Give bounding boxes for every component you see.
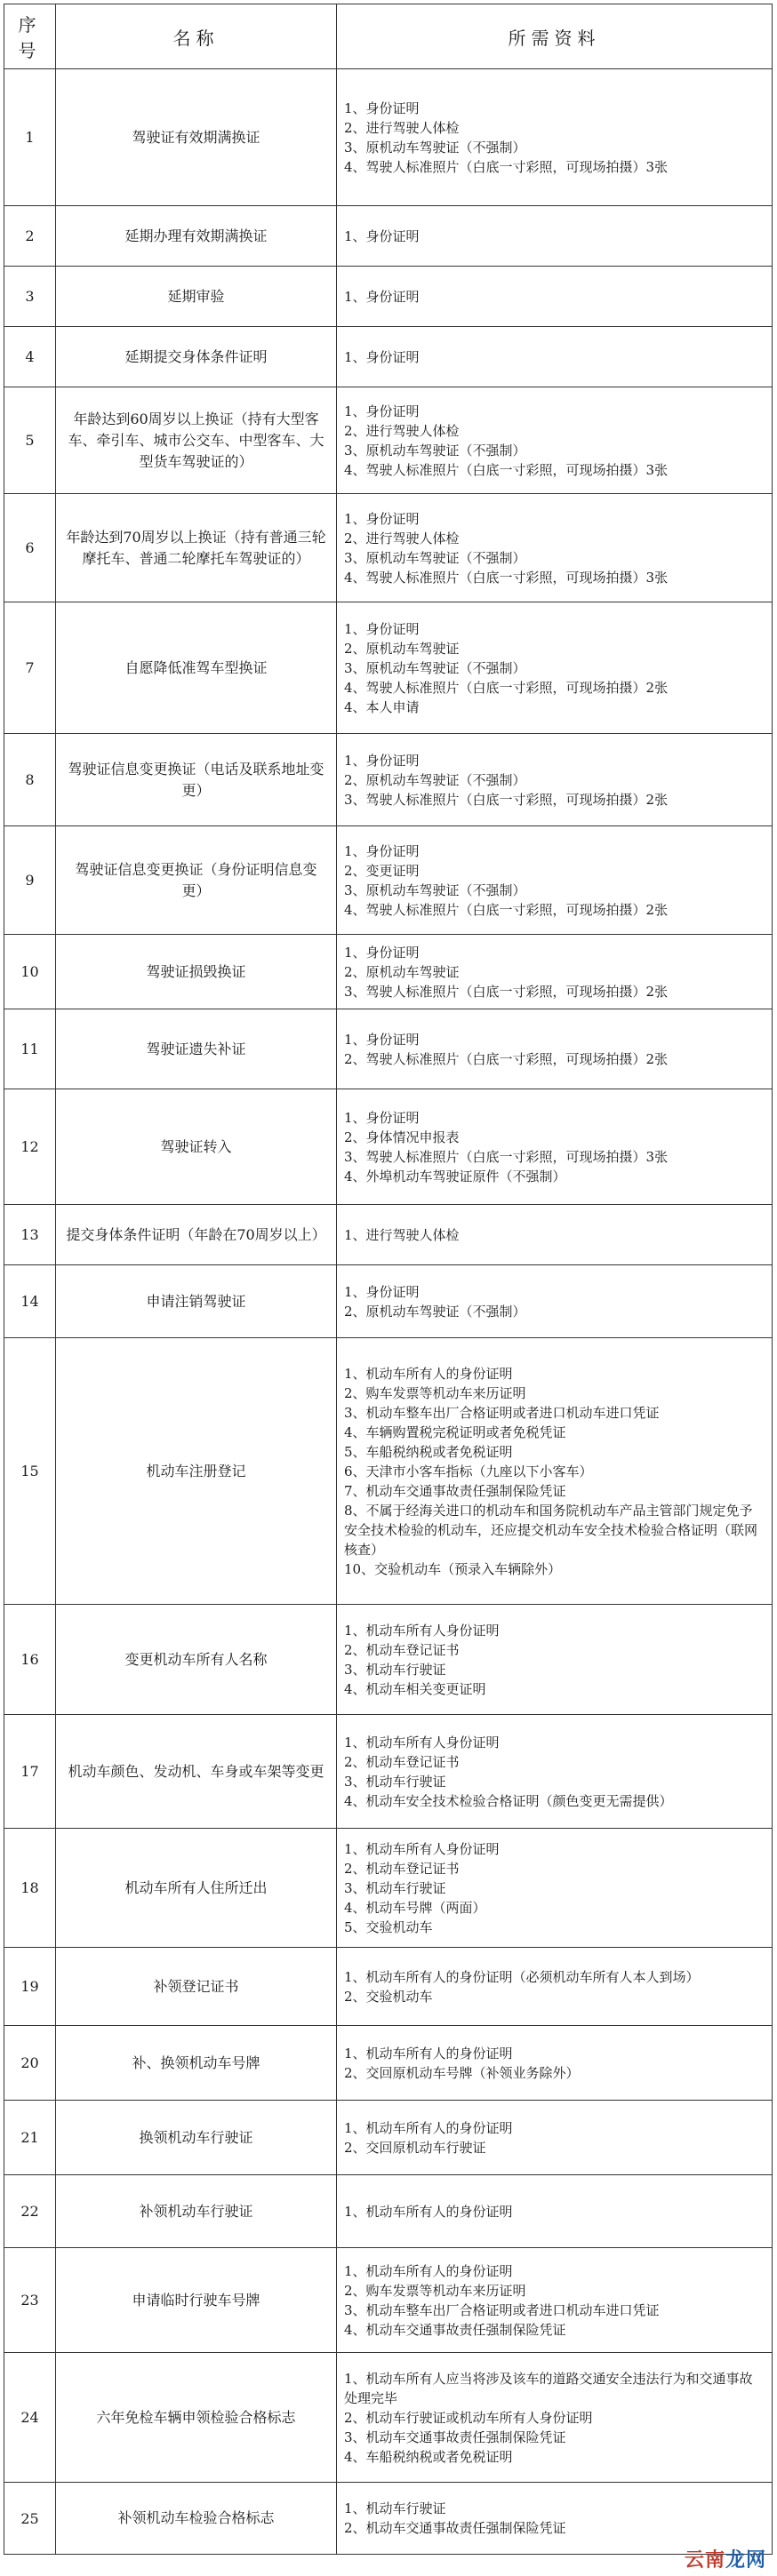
doc-item: 7、机动车交通事故责任强制保险凭证: [344, 1482, 566, 1499]
row-index: 8: [4, 734, 56, 826]
doc-item: 1、身份证明: [344, 1109, 420, 1126]
doc-item: 3、原机动车驾驶证（不强制）: [344, 139, 526, 156]
row-docs: [337, 1205, 773, 1265]
row-docs: [337, 1715, 773, 1829]
doc-item: 1、机动车所有人的身份证明: [344, 2045, 513, 2062]
doc-item: 1、身份证明: [344, 1283, 420, 1300]
row-index: 21: [4, 2101, 56, 2175]
doc-item: 2、交验机动车: [344, 1988, 433, 2005]
doc-item: 1、机动车所有人应当将涉及该车的道路交通安全违法行为和交通事故处理完毕: [344, 2370, 753, 2406]
doc-item: 4、机动车交通事故责任强制保险凭证: [344, 2321, 566, 2338]
doc-item: 1、身份证明: [344, 100, 420, 116]
doc-item: 1、身份证明: [344, 510, 420, 527]
doc-item: 4、机动车安全技术检验合格证明（颜色变更无需提供）: [344, 1792, 673, 1809]
doc-item: 2、身体情况申报表: [344, 1128, 460, 1145]
row-index: 17: [4, 1715, 56, 1829]
row-index: 18: [4, 1829, 56, 1948]
table-row: [4, 1089, 773, 1205]
doc-item: 2、原机动车驾驶证: [344, 640, 460, 657]
doc-item: 2、原机动车驾驶证（不强制）: [344, 1303, 526, 1320]
table-row: [4, 494, 773, 602]
row-name: 变更机动车所有人名称: [56, 1605, 337, 1715]
table-row: [4, 2483, 773, 2555]
doc-item: 1、身份证明: [344, 348, 420, 365]
table-row: [4, 206, 773, 267]
doc-item: 2、机动车登记证书: [344, 1753, 460, 1770]
row-docs: [337, 826, 773, 935]
doc-item: 4、驾驶人标准照片（白底一寸彩照，可现场拍摄）3张: [344, 569, 669, 586]
doc-item: 4、机动车号牌（两面）: [344, 1899, 486, 1916]
doc-item: 3、驾驶人标准照片（白底一寸彩照，可现场拍摄）3张: [344, 1148, 669, 1165]
row-index: 11: [4, 1009, 56, 1089]
doc-item: 3、机动车整车出厂合格证明或者进口机动车进口凭证: [344, 2301, 660, 2318]
table-row: [4, 1948, 773, 2026]
row-index: 3: [4, 267, 56, 327]
doc-item: 2、变更证明: [344, 862, 420, 879]
row-docs: [337, 1009, 773, 1089]
doc-item: 3、驾驶人标准照片（白底一寸彩照，可现场拍摄）2张: [344, 983, 669, 1000]
doc-item: 4、驾驶人标准照片（白底一寸彩照，可现场拍摄）3张: [344, 461, 669, 478]
doc-item: 4、驾驶人标准照片（白底一寸彩照，可现场拍摄）3张: [344, 158, 669, 175]
row-name: 驾驶证遗失补证: [56, 1009, 337, 1089]
row-index: 20: [4, 2026, 56, 2101]
row-name: 驾驶证信息变更换证（电话及联系地址变更）: [56, 734, 337, 826]
row-docs: [337, 1265, 773, 1338]
header-row: [4, 4, 773, 69]
doc-item: 3、机动车行驶证: [344, 1773, 446, 1790]
row-index: 25: [4, 2483, 56, 2555]
watermark-logo: 云南龙网: [684, 2549, 766, 2572]
doc-item: 3、原机动车驾驶证（不强制）: [344, 442, 526, 459]
doc-item: 3、机动车行驶证: [344, 1879, 446, 1896]
doc-item: 5、交验机动车: [344, 1918, 433, 1935]
doc-item: 1、进行驾驶人体检: [344, 1226, 460, 1243]
row-index: 14: [4, 1265, 56, 1338]
table-row: [4, 1009, 773, 1089]
table-row: [4, 935, 773, 1009]
row-docs: [337, 1605, 773, 1715]
doc-item: 2、原机动车驾驶证（不强制）: [344, 771, 526, 788]
doc-item: 10、交验机动车（预录入车辆除外）: [344, 1560, 562, 1577]
doc-item: 3、原机动车驾驶证（不强制）: [344, 881, 526, 898]
table-row: [4, 2026, 773, 2101]
row-index: 16: [4, 1605, 56, 1715]
row-name: 机动车颜色、发动机、车身或车架等变更: [56, 1715, 337, 1829]
row-name: 提交身体条件证明（年龄在70周岁以上）: [56, 1205, 337, 1265]
row-index: 13: [4, 1205, 56, 1265]
doc-item: 3、机动车交通事故责任强制保险凭证: [344, 2428, 566, 2445]
row-name: 机动车所有人住所迁出: [56, 1829, 337, 1948]
row-name: 自愿降低准驾车型换证: [56, 602, 337, 734]
row-name: 延期提交身体条件证明: [56, 327, 337, 387]
doc-item: 4、驾驶人标准照片（白底一寸彩照，可现场拍摄）2张: [344, 679, 669, 696]
doc-item: 2、进行驾驶人体检: [344, 530, 460, 546]
row-docs: [337, 494, 773, 602]
row-index: 1: [4, 69, 56, 206]
row-name: 机动车注册登记: [56, 1338, 337, 1605]
row-name: 六年免检车辆申领检验合格标志: [56, 2353, 337, 2483]
doc-item: 4、驾驶人标准照片（白底一寸彩照，可现场拍摄）2张: [344, 901, 669, 918]
row-docs: [337, 206, 773, 267]
row-index: 7: [4, 602, 56, 734]
doc-item: 1、机动车所有人的身份证明: [344, 2119, 513, 2136]
doc-item: 6、天津市小客车指标（九座以下小客车）: [344, 1463, 593, 1479]
row-docs: [337, 2248, 773, 2353]
row-name: 补、换领机动车号牌: [56, 2026, 337, 2101]
row-name: 申请临时行驶车号牌: [56, 2248, 337, 2353]
doc-item: 5、车船税纳税或者免税证明: [344, 1443, 513, 1460]
row-index: 22: [4, 2175, 56, 2248]
table-row: [4, 2248, 773, 2353]
row-name: 驾驶证有效期满换证: [56, 69, 337, 206]
doc-item: 2、原机动车驾驶证: [344, 963, 460, 980]
row-name: 换领机动车行驶证: [56, 2101, 337, 2175]
table-row: [4, 327, 773, 387]
doc-item: 1、机动车所有人的身份证明: [344, 2262, 513, 2279]
row-name: 补领机动车检验合格标志: [56, 2483, 337, 2555]
header-docs: 所需资料: [337, 4, 773, 69]
doc-item: 1、机动车所有人的身份证明: [344, 1365, 513, 1382]
doc-item: 8、不属于经海关进口的机动车和国务院机动车产品主管部门规定免予安全技术检验的机动车，还应提交机动车安全技术检验合格证明（联网核查）: [344, 1502, 758, 1558]
row-docs: [337, 1829, 773, 1948]
doc-item: 1、身份证明: [344, 1031, 420, 1048]
row-name: 延期审验: [56, 267, 337, 327]
row-name: 年龄达到60周岁以上换证（持有大型客车、牵引车、城市公交车、中型客车、大型货车驾驶证的）: [56, 387, 337, 494]
row-name: 驾驶证转入: [56, 1089, 337, 1205]
table-row: [4, 2101, 773, 2175]
row-index: 2: [4, 206, 56, 267]
row-docs: [337, 1338, 773, 1605]
row-name: 年龄达到70周岁以上换证（持有普通三轮摩托车、普通二轮摩托车驾驶证的）: [56, 494, 337, 602]
row-index: 9: [4, 826, 56, 935]
header-name: 名称: [56, 4, 337, 69]
table-row: [4, 602, 773, 734]
table-row: [4, 2175, 773, 2248]
doc-item: 2、机动车登记证书: [344, 1641, 460, 1658]
row-docs: [337, 2026, 773, 2101]
doc-item: 2、驾驶人标准照片（白底一寸彩照，可现场拍摄）2张: [344, 1050, 669, 1067]
doc-item: 2、交回原机动车行驶证: [344, 2139, 486, 2156]
doc-item: 1、身份证明: [344, 403, 420, 419]
table-row: [4, 1605, 773, 1715]
doc-item: 2、机动车行驶证或机动车所有人身份证明: [344, 2409, 593, 2426]
doc-item: 4、本人申请: [344, 698, 420, 715]
doc-item: 1、身份证明: [344, 620, 420, 637]
doc-item: 1、身份证明: [344, 752, 420, 769]
row-index: 5: [4, 387, 56, 494]
doc-item: 1、机动车行驶证: [344, 2500, 446, 2516]
row-docs: [337, 2353, 773, 2483]
doc-item: 2、进行驾驶人体检: [344, 119, 460, 136]
table-row: [4, 1265, 773, 1338]
table-row: [4, 1715, 773, 1829]
table-row: [4, 387, 773, 494]
table-row: [4, 2353, 773, 2483]
doc-item: 1、身份证明: [344, 288, 420, 305]
doc-item: 1、身份证明: [344, 944, 420, 961]
row-index: 19: [4, 1948, 56, 2026]
doc-item: 1、机动车所有人身份证明: [344, 1734, 500, 1751]
row-docs: [337, 602, 773, 734]
doc-item: 3、原机动车驾驶证（不强制）: [344, 549, 526, 566]
row-docs: [337, 734, 773, 826]
doc-item: 1、身份证明: [344, 227, 420, 244]
table-row: [4, 734, 773, 826]
doc-item: 1、机动车所有人的身份证明（必须机动车所有人本人到场）: [344, 1968, 700, 1985]
row-docs: [337, 267, 773, 327]
row-docs: [337, 1089, 773, 1205]
row-docs: [337, 327, 773, 387]
requirements-table: [4, 4, 773, 2555]
doc-item: 2、购车发票等机动车来历证明: [344, 2282, 526, 2299]
row-name: 驾驶证信息变更换证（身份证明信息变更）: [56, 826, 337, 935]
table-row: [4, 826, 773, 935]
doc-item: 4、车辆购置税完税证明或者免税凭证: [344, 1424, 566, 1440]
row-name: 申请注销驾驶证: [56, 1265, 337, 1338]
row-index: 10: [4, 935, 56, 1009]
row-index: 23: [4, 2248, 56, 2353]
row-index: 6: [4, 494, 56, 602]
row-name: 驾驶证损毁换证: [56, 935, 337, 1009]
row-docs: [337, 69, 773, 206]
doc-item: 3、驾驶人标准照片（白底一寸彩照，可现场拍摄）2张: [344, 791, 669, 808]
doc-item: 3、机动车行驶证: [344, 1661, 446, 1678]
row-docs: [337, 387, 773, 494]
doc-item: 4、外埠机动车驾驶证原件（不强制）: [344, 1168, 566, 1184]
doc-item: 1、机动车所有人身份证明: [344, 1622, 500, 1639]
doc-item: 4、车船税纳税或者免税证明: [344, 2448, 513, 2465]
table-row: [4, 69, 773, 206]
doc-item: 2、购车发票等机动车来历证明: [344, 1384, 526, 1401]
row-docs: [337, 2483, 773, 2555]
table-row: [4, 1338, 773, 1605]
doc-item: 1、身份证明: [344, 842, 420, 859]
doc-item: 2、机动车登记证书: [344, 1860, 460, 1877]
row-name: 补领机动车行驶证: [56, 2175, 337, 2248]
doc-item: 1、机动车所有人身份证明: [344, 1840, 500, 1857]
doc-item: 3、原机动车驾驶证（不强制）: [344, 659, 526, 676]
doc-item: 2、进行驾驶人体检: [344, 422, 460, 439]
row-index: 12: [4, 1089, 56, 1205]
row-docs: [337, 2101, 773, 2175]
table-row: [4, 1205, 773, 1265]
doc-item: 2、机动车交通事故责任强制保险凭证: [344, 2520, 566, 2536]
table-row: [4, 267, 773, 327]
row-index: 4: [4, 327, 56, 387]
row-name: 补领登记证书: [56, 1948, 337, 2026]
doc-item: 2、交回原机动车号牌（补领业务除外）: [344, 2064, 580, 2081]
doc-item: 4、机动车相关变更证明: [344, 1680, 486, 1697]
table-body: [4, 69, 773, 2555]
doc-item: 1、机动车所有人的身份证明: [344, 2203, 513, 2220]
header-index: 序号: [4, 4, 56, 69]
row-name: 延期办理有效期满换证: [56, 206, 337, 267]
row-docs: [337, 935, 773, 1009]
row-docs: [337, 1948, 773, 2026]
row-index: 24: [4, 2353, 56, 2483]
doc-item: 3、机动车整车出厂合格证明或者进口机动车进口凭证: [344, 1404, 660, 1421]
table-row: [4, 1829, 773, 1948]
row-docs: [337, 2175, 773, 2248]
row-index: 15: [4, 1338, 56, 1605]
